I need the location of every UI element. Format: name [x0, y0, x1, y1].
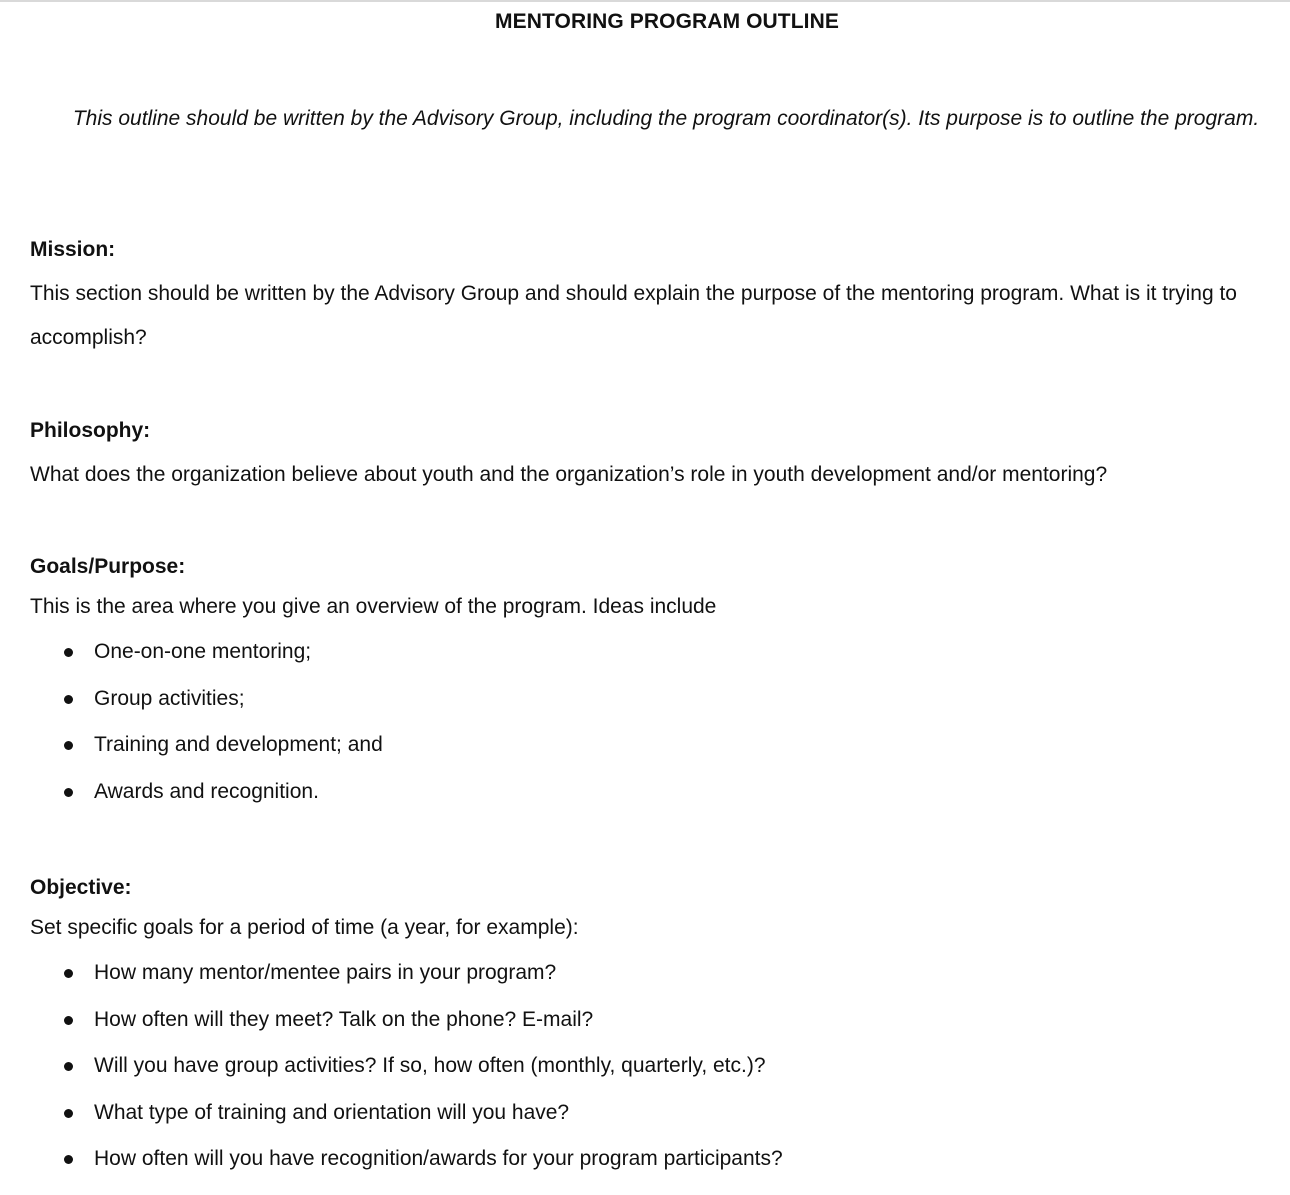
list-item [30, 722, 1262, 769]
objective-section [30, 874, 1262, 1183]
bullet-icon [64, 1155, 73, 1164]
intro-paragraph: This outline should be written by the Advisory Group, including the program coordinator(s). Its purpose is to outline the program. [72, 107, 1260, 130]
philosophy-section [30, 417, 1262, 497]
goals-heading: Goals/Purpose: [30, 555, 186, 578]
list-item-text: How often will they meet? Talk on the phone? E-mail? [94, 1007, 594, 1031]
philosophy-text: What does the organization believe about youth and the organization’s role in youth development and/or mentoring? [30, 463, 1108, 486]
top-border [0, 0, 1290, 2]
list-item-text: Awards and recognition. [94, 779, 319, 803]
list-item [30, 629, 1262, 676]
document-title: MENTORING PROGRAM OUTLINE [495, 10, 839, 33]
bullet-icon [64, 1062, 73, 1071]
list-item-text: Training and development; and [94, 733, 383, 756]
goals-bullet-list [30, 629, 1262, 815]
bullet-icon [64, 695, 73, 704]
list-item [30, 1043, 1262, 1090]
list-item [30, 676, 1262, 723]
list-item [30, 950, 1262, 997]
goals-section [30, 553, 1262, 815]
goals-text: This is the area where you give an overview of the program. Ideas include [30, 595, 717, 618]
list-item [30, 769, 1262, 816]
mission-section [30, 236, 1262, 360]
list-item-text: Will you have group activities? If so, how often (monthly, quarterly, etc.)? [94, 1054, 766, 1077]
list-item-text: How often will you have recognition/awards for your program participants? [94, 1147, 783, 1170]
objective-text: Set specific goals for a period of time (a year, for example): [30, 916, 579, 939]
bullet-icon [64, 648, 73, 657]
mission-heading: Mission: [30, 238, 116, 261]
bullet-icon [64, 1016, 73, 1025]
bullet-icon [64, 741, 73, 750]
philosophy-heading: Philosophy: [30, 419, 151, 442]
list-item-text: What type of training and orientation will you have? [94, 1100, 570, 1124]
list-item-text: Group activities; [94, 686, 245, 710]
bullet-icon [64, 969, 73, 978]
objective-bullet-list [30, 950, 1262, 1183]
list-item [30, 997, 1262, 1044]
list-item-text: How many mentor/mentee pairs in your program? [94, 961, 557, 984]
bullet-icon [64, 788, 73, 797]
bullet-icon [64, 1109, 73, 1118]
list-item [30, 1090, 1262, 1137]
objective-heading: Objective: [30, 876, 132, 899]
list-item-text: One-on-one mentoring; [94, 640, 312, 663]
list-item [30, 1136, 1262, 1183]
mission-text: This section should be written by the Advisory Group and should explain the purpose of the mentoring program. What is it trying to accomplish? [30, 282, 1237, 349]
